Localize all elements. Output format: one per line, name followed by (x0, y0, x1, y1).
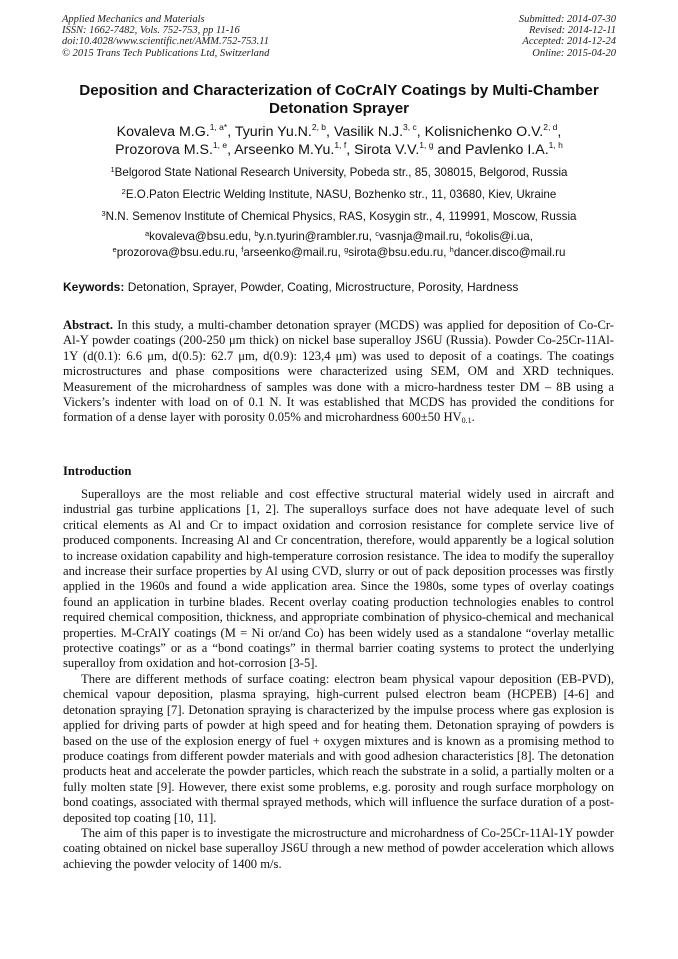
author-affiliation-mark: 2, b (311, 122, 327, 132)
email-key: g (344, 245, 349, 254)
author-separator: , (557, 124, 562, 140)
revised-date: Revised: 2014-12-11 (529, 25, 616, 37)
email-separator: , (459, 230, 466, 243)
abstract-text: In this study, a multi-chamber detonation sprayer (MCDS) was applied for deposition of Co-Cr-Al-Y powder coatings (200-250 μm thick) on nickel base superalloy JS6U (Russia). Powder Co-25Cr-11Al-1Y (d(0.1): 6.6 μm, d(0.5): 62.7 μm, d(0.9): 123,4 μm) was used to deposit of a coatings. The coatings microstructures and phase compositions were characterized using SEM, OM and XRD techniques. Measurement of the microhardness of samples was done with a micro-hardness tester DM – 8B using a Vickers’s indenter with load on of 0.1 N. It was established that MCDS has provided the conditions for formation of a dense layer with porosity 0.05% and microhardness 600±50 HV (63, 318, 614, 425)
email-separator: , (368, 230, 376, 243)
accepted-date: Accepted: 2014-12-24 (522, 36, 616, 48)
author-affiliation-mark: 1, h (548, 140, 563, 150)
author-affiliation-mark: 2, d (543, 122, 558, 132)
affiliation-number: 2 (121, 187, 126, 196)
author-emails (30, 229, 648, 261)
affiliation-text: Belgorod State National Research University, Pobeda str., 85, 308015, Belgorod, Russia (114, 166, 568, 179)
author-affiliation-mark: 1, e (212, 140, 228, 150)
affiliation-text: E.O.Paton Electric Welding Institute, NASU, Bozhenko str., 11, 03680, Kiev, Ukraine (125, 188, 557, 201)
dates-header (519, 14, 616, 59)
keywords (63, 280, 623, 295)
keywords-text: Detonation, Sprayer, Powder, Coating, Microstructure, Porosity, Hardness (124, 280, 519, 294)
email-link[interactable]: y.n.tyurin@rambler.ru (258, 230, 369, 243)
paragraph: There are different methods of surface coating: electron beam physical vapour deposition (EB-PVD), chemical vapour deposition, plasma spraying, high-current pulsed electron beam (HCPEB) [4-6] and detonation spraying [7]. Detonation spraying is characterized by the impulse process where gas explosion is applied for driving parts of powder at high speed and for heating them. Detonation spraying of powders is based on the use of the explosion energy of fuel + oxygen mixtures and is known as a promising method to produce coatings from different powder materials and with good adhesion characteristics [8]. The detonation products heat and accelerate the powder particles, which reach the substrate in a solid, a partially molten or a fully molten state [9]. However, there exist some problems, e.g. porosity and rough surface morphology on bond coatings, associated with thermal sprayed methods, which will influence the surface duration of a post-deposited top coating [10, 11]. (63, 671, 614, 825)
author-separator: , (326, 124, 334, 140)
email-separator: , (337, 246, 345, 259)
abstract-subscript: 0.1 (461, 416, 472, 426)
author-affiliation-mark: 1, f (334, 140, 347, 150)
email-key: f (241, 245, 244, 254)
email-link[interactable]: okolis@i.ua (469, 230, 530, 243)
author-name: Vasilik N.J. (333, 124, 404, 140)
email-key: a (145, 229, 150, 238)
email-link[interactable]: prozorova@bsu.edu.ru (116, 246, 235, 259)
section-heading-introduction: Introduction (63, 464, 132, 478)
introduction-body (63, 487, 614, 872)
copyright-line: © 2015 Trans Tech Publications Ltd, Switzerland (62, 47, 270, 59)
email-key: h (449, 245, 454, 254)
email-key: c (375, 229, 379, 238)
online-date: Online: 2015-04-20 (532, 47, 616, 59)
author-affiliation-mark: 1, a* (209, 122, 228, 132)
author-name: Tyurin Yu.N. (234, 124, 312, 140)
journal-name: Applied Mechanics and Materials (62, 14, 205, 25)
doi-line: doi:10.4028/www.scientific.net/AMM.752-753.11 (62, 36, 269, 48)
author-separator: and (433, 142, 466, 158)
affiliation-1 (30, 166, 648, 179)
abstract-paragraph (63, 318, 614, 426)
author-name: Sirota V.V. (354, 142, 420, 158)
email-link[interactable]: kovaleva@bsu.edu (149, 230, 248, 243)
author-name: Kovaleva M.G. (116, 124, 210, 140)
abstract-label: Abstract. (63, 318, 114, 332)
email-link[interactable]: sirota@bsu.edu.ru (348, 246, 444, 259)
paper-title: Deposition and Characterization of CoCrAlY Coatings by Multi-Chamber Detonation Sprayer (79, 82, 599, 117)
email-link[interactable]: vasnja@mail.ru (378, 230, 460, 243)
abstract-end: . (471, 410, 475, 425)
affiliation-text: N.N. Semenov Institute of Chemical Physics, RAS, Kosygin str., 4, 119991, Moscow, Russia (105, 210, 577, 223)
email-separator: , (234, 246, 242, 259)
email-key: d (465, 229, 470, 238)
author-name: Pavlenko I.A. (465, 142, 549, 158)
author-separator: , (346, 142, 355, 158)
keywords-label: Keywords: (63, 280, 125, 294)
email-link[interactable]: arseenko@mail.ru (243, 246, 338, 259)
journal-header (62, 14, 269, 59)
author-affiliation-mark: 1, g (419, 140, 434, 150)
issn-line: ISSN: 1662-7482, Vols. 752-753, pp 11-16 (62, 25, 240, 37)
author-list (40, 123, 638, 159)
email-separator: , (529, 230, 533, 243)
affiliation-number: 3 (101, 209, 106, 218)
abstract (63, 318, 614, 426)
email-link[interactable]: dancer.disco@mail.ru (453, 246, 566, 259)
submitted-date: Submitted: 2014-07-30 (518, 14, 616, 25)
author-name: Kolisnichenko O.V. (424, 124, 544, 140)
author-separator: , (416, 124, 425, 140)
author-separator: , (227, 124, 235, 140)
paragraph: Superalloys are the most reliable and cost effective structural material widely used in aircraft and industrial gas turbine applications [1, 2]. The superalloys surface does not have adequate level of such critical elements as Al and Cr to impact oxidation and corrosion resistance for complete service live of produced components. Increasing Al and Cr concentration, therefore, would apparently be a logical solution to increase oxidation capability and high-temperature corrosion resistance. The idea to modify the superalloy and increase their surface properties by Al using CVD, slurry or out of pack deposition processes was firstly applied in the 1960s and found a wide application area. Since the 1980s, some types of overlay coatings found an application in turbine blades. Recent overlay coating production technologies enables to control required chemical composition, thickness, and appropriate combination of physico-chemical and mechanical properties. M-CrAlY coatings (M = Ni or/and Co) has been widely used as a standalone “overlay metallic protective coatings” or as a “bond coatings” in thermal barrier coating systems to protect the underlying superalloy from oxidation and hot-corrosion [3-5]. (63, 487, 614, 671)
paragraph: The aim of this paper is to investigate the microstructure and microhardness of Co-25Cr-11Al-1Y powder coating obtained on nickel base superalloy JS6U through a new method of powder acceleration which allows achieving the powder velocity of 1400 m/s. (63, 825, 614, 871)
author-separator: , (227, 142, 235, 158)
affiliation-2 (30, 188, 648, 201)
author-affiliation-mark: 3, c (403, 122, 417, 132)
author-name: Prozorova M.S. (115, 142, 213, 158)
email-separator: , (247, 230, 255, 243)
email-key: e (112, 245, 117, 254)
email-key: b (254, 229, 259, 238)
affiliation-number: 1 (110, 165, 115, 174)
affiliation-3 (30, 210, 648, 223)
author-name: Arseenko M.Yu. (234, 142, 335, 158)
email-separator: , (443, 246, 450, 259)
